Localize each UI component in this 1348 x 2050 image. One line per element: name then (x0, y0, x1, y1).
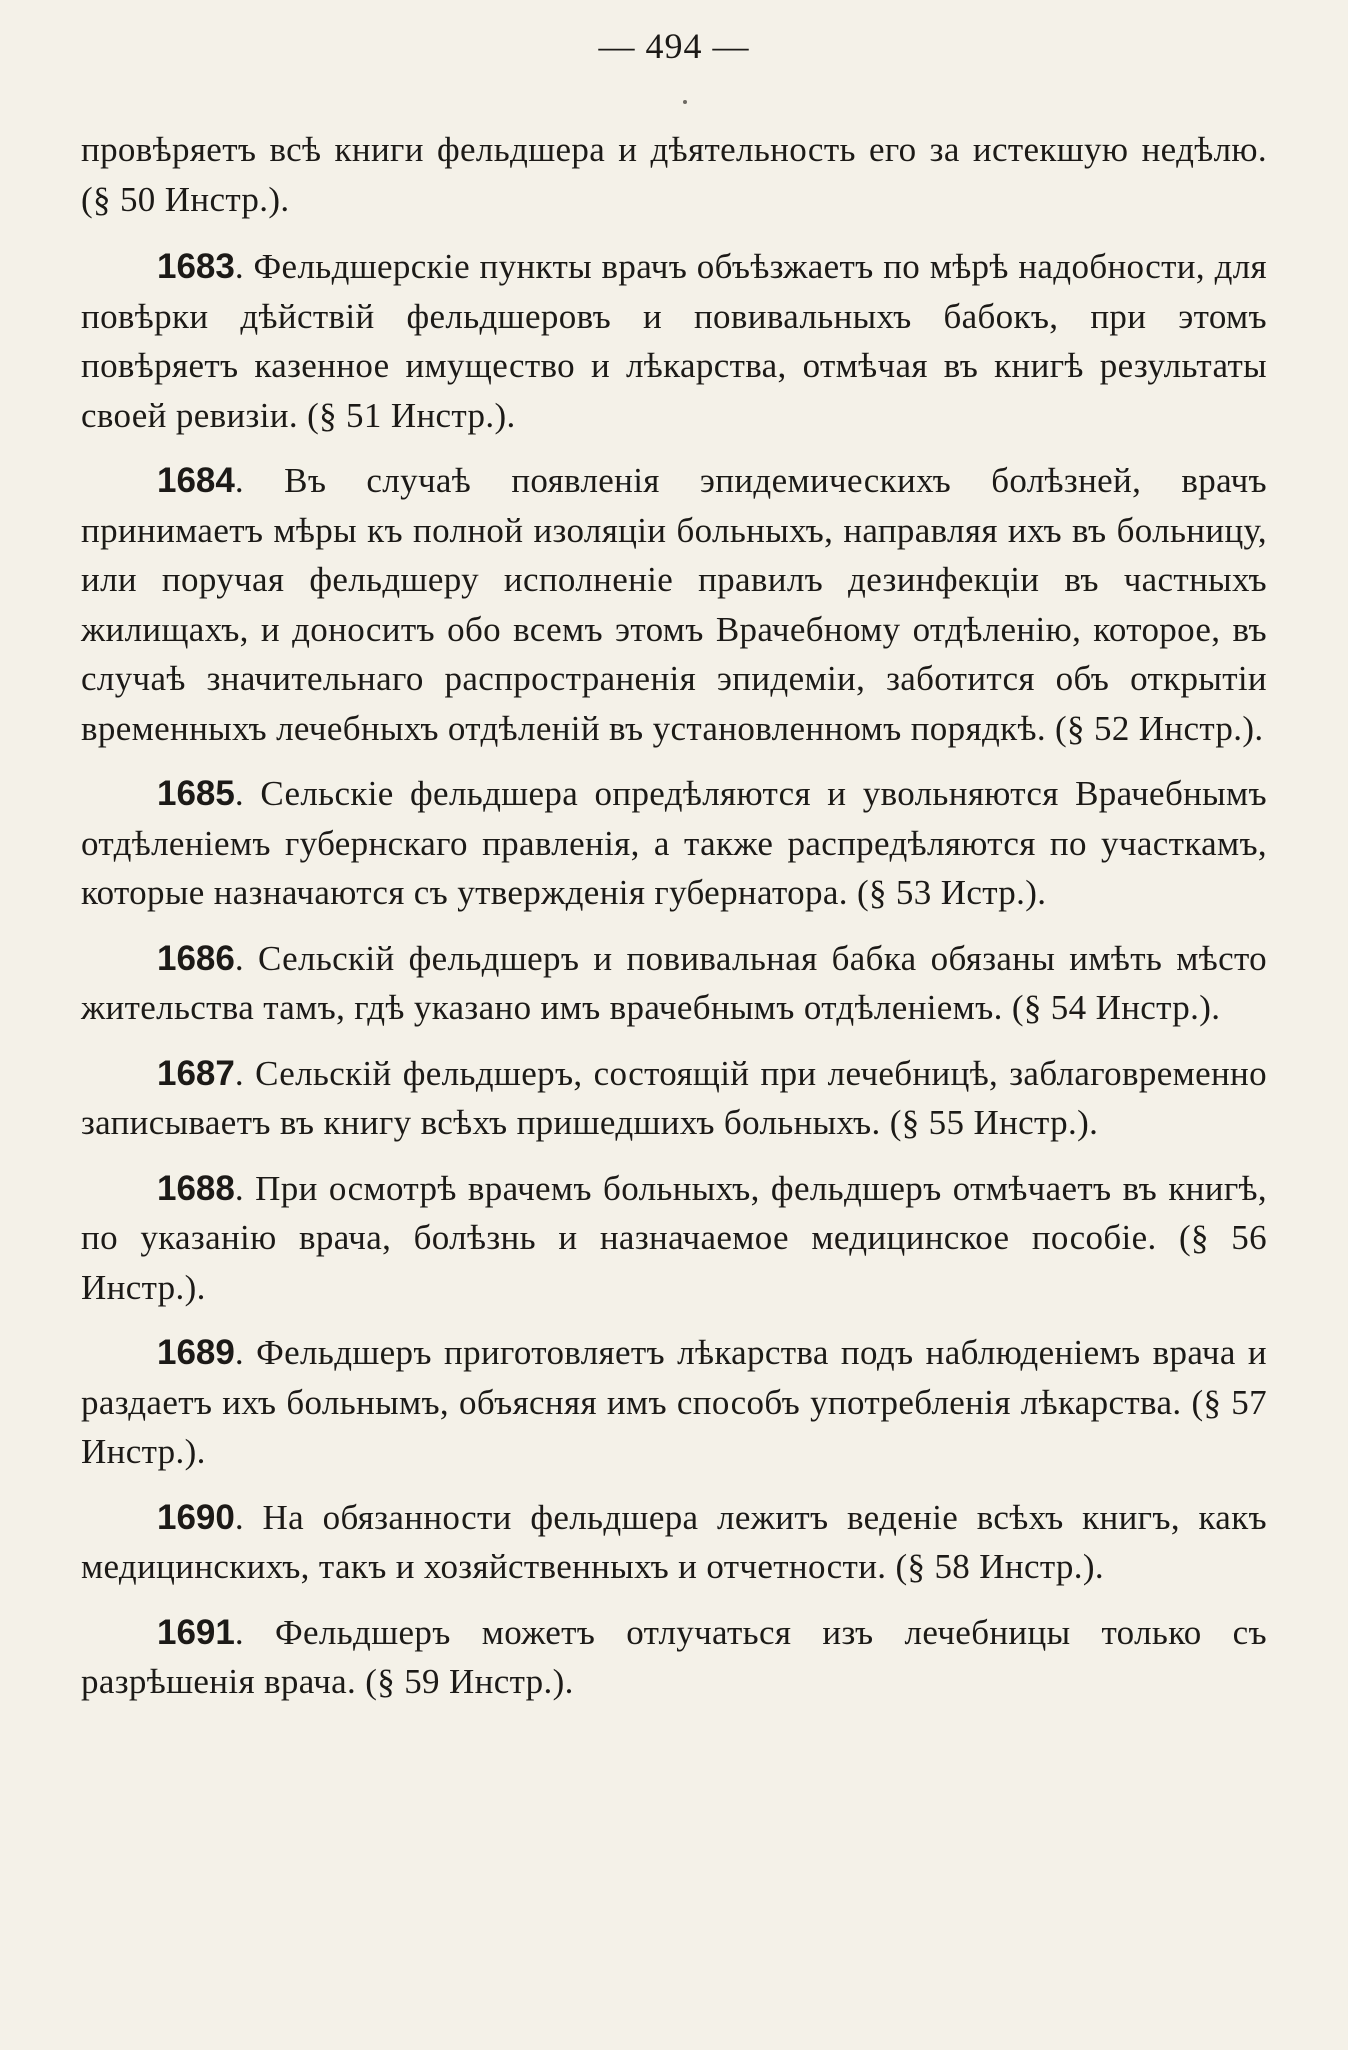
page-number: — 494 — (598, 26, 750, 66)
article-number: 1684 (157, 461, 235, 500)
article-text: . Сельскій фельдшеръ, состоящій при лечебницѣ, заблаговременно записываетъ въ книгу всѣхъ пришедшихъ больныхъ. (§ 55 Инстр.). (81, 1053, 1267, 1142)
article-number: 1688 (157, 1168, 235, 1208)
article-text: . Фельдшерскіе пункты врачъ объѣзжаетъ по мѣрѣ надобности, для повѣрки дѣйствій фельдшеровъ и повивальныхъ бабокъ, при этомъ повѣряетъ казенное имущество и лѣкарства, отмѣчая въ книгѣ результаты своей ревизіи. (§ 51 Инстр.). (81, 247, 1267, 435)
article-text: . При осмотрѣ врачемъ больныхъ, фельдшеръ отмѣчаетъ въ книгѣ, по указанію врача, болѣзнь и назначаемое медицинское пособіе. (§ 56 Инстр.). (81, 1168, 1267, 1307)
article-text: . Фельдшеръ приготовляетъ лѣкарства подъ наблюденіемъ врача и раздаетъ ихъ больнымъ, объясняя имъ способъ употребленія лѣкарства. (§ 57 Инстр.). (81, 1333, 1267, 1471)
article-number: 1691 (157, 1612, 235, 1652)
article-1688 (81, 1164, 1267, 1313)
article-number: 1689 (157, 1333, 235, 1372)
article-number: 1690 (157, 1497, 235, 1537)
article-1685 (81, 769, 1267, 918)
article-1683 (81, 242, 1267, 440)
article-1689 (81, 1328, 1267, 1477)
article-text: . Сельскій фельдшеръ и повивальная бабка обязаны имѣть мѣсто жительства тамъ, гдѣ указано имъ врачебнымъ отдѣленіемъ. (§ 54 Инстр.). (81, 938, 1267, 1027)
article-text: . Въ случаѣ появленія эпидемическихъ болѣзней, врачъ принимаетъ мѣры къ полной изоляціи больныхъ, направляя ихъ въ больницу, или поручая фельдшеру исполненіе правилъ дезинфекціи въ частныхъ жилищахъ, и доноситъ обо всемъ этомъ Врачебному отдѣленію, которое, въ случаѣ значительнаго распространенія эпидеміи, заботится объ открытіи временныхъ лечебныхъ отдѣленій въ установленномъ порядкѣ. (§ 52 Инстр.). (81, 461, 1267, 748)
article-number: 1687 (157, 1053, 235, 1093)
article-number: 1683 (157, 247, 235, 286)
article-1684 (81, 456, 1267, 753)
continued-paragraph: провѣряетъ всѣ книги фельдшера и дѣятельность его за истекшую недѣлю. (§ 50 Инстр.). (81, 130, 1267, 219)
page-body (81, 125, 1267, 1723)
article-1686 (81, 934, 1267, 1033)
article-text: . На обязанности фельдшера лежитъ веденіе всѣхъ книгъ, какъ медицинскихъ, такъ и хозяйственныхъ и отчетности. (§ 58 Инстр.). (81, 1497, 1267, 1586)
article-1691 (81, 1608, 1267, 1707)
article-1690 (81, 1493, 1267, 1592)
ink-dot (683, 100, 687, 104)
article-1687 (81, 1049, 1267, 1148)
article-number: 1685 (157, 774, 235, 813)
article-text: . Сельскіе фельдшера опредѣляются и увольняются Врачебнымъ отдѣленіемъ губернскаго правленія, а также распредѣляются по участкамъ, которые назначаются съ утвержденія губернатора. (§ 53 Истр.). (81, 774, 1267, 912)
article-text: . Фельдшеръ можетъ отлучаться изъ лечебницы только съ разрѣшенія врача. (§ 59 Инстр.). (81, 1612, 1267, 1701)
article-number: 1686 (157, 938, 235, 978)
